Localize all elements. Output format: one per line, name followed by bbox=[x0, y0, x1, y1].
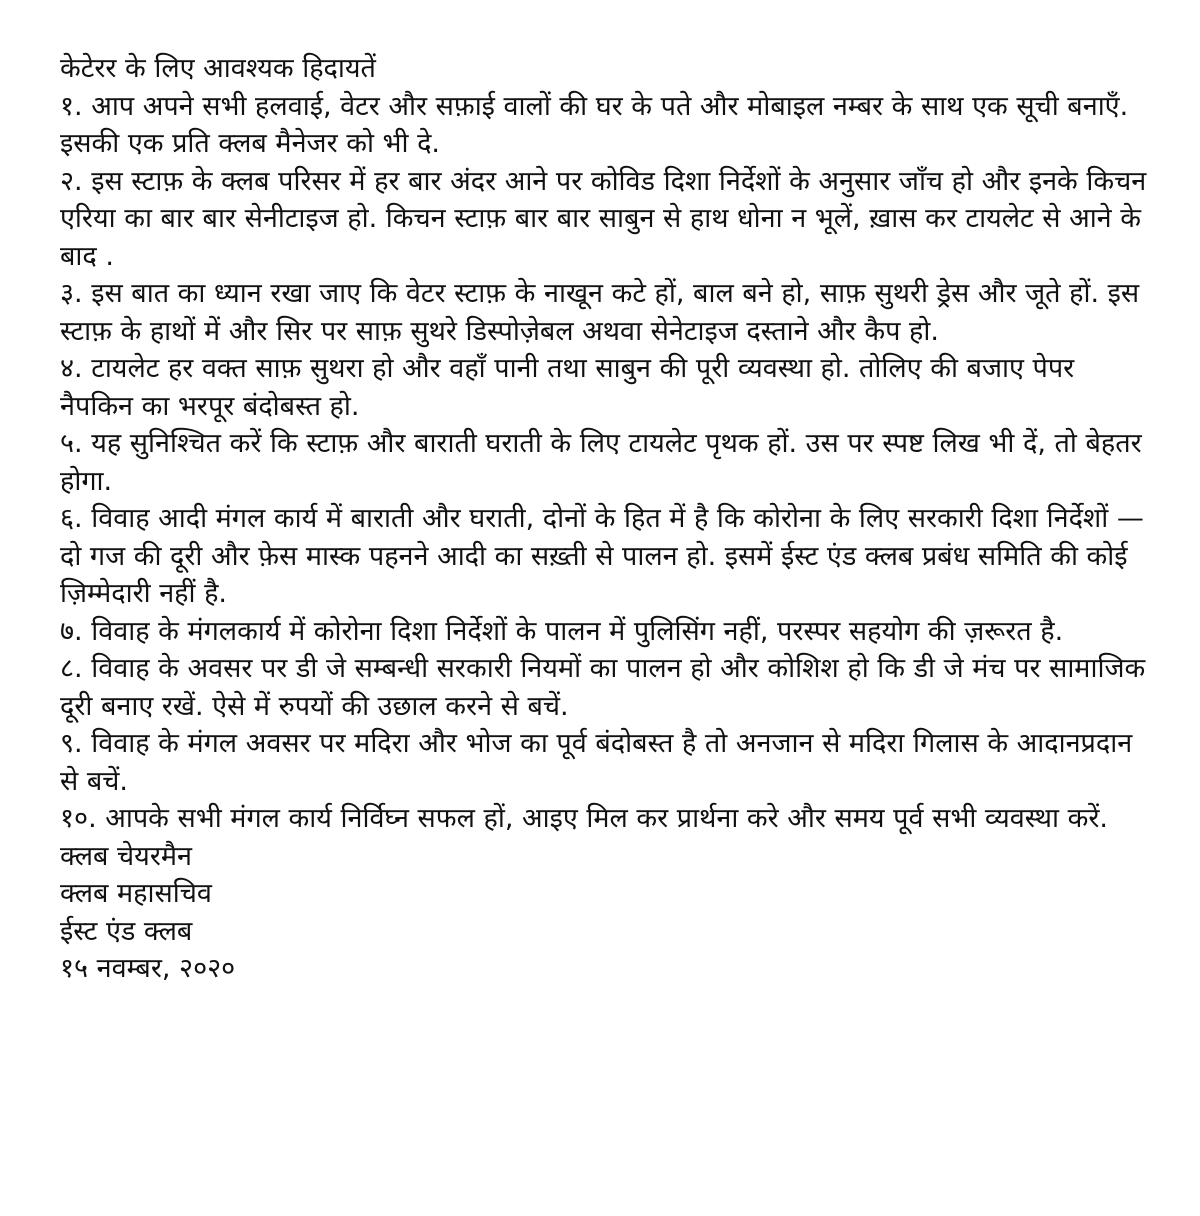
instruction-item: ८. विवाह के अवसर पर डी जे सम्बन्धी सरकारी नियमों का पालन हो और कोशिश हो कि डी जे मंच पर सामाजिक दूरी बनाए रखें. ऐसे में रुपयों की उछाल करने से बचें. bbox=[60, 653, 1146, 722]
instruction-item: १०. आपके सभी मंगल कार्य निर्विघ्न सफल हों, आइए मिल कर प्रार्थना करे और समय पूर्व सभी व्यवस्था करें. bbox=[60, 803, 1108, 834]
instruction-item: ४. टायलेट हर वक्त साफ़ सुथरा हो और वहाँ पानी तथा साबुन की पूरी व्यवस्था हो. तोलिए की बजाए पेपर नैपकिन का भरपूर बंदोबस्त हो. bbox=[60, 353, 1075, 422]
instruction-item: ५. यह सुनिश्चित करें कि स्टाफ़ और बाराती घराती के लिए टायलेट पृथक हों. उस पर स्पष्ट लिख भी दें, तो बेहतर होगा. bbox=[60, 428, 1142, 497]
instruction-item: ३. इस बात का ध्यान रखा जाए कि वेटर स्टाफ़ के नाखून कटे हों, बाल बने हो, साफ़ सुथरी ड्रेस और जूते हों. इस स्टाफ़ के हाथों में और सिर पर साफ़ सुथरे डिस्पोज़ेबल अथवा सेनेटाइज दस्ताने और कैप हो. bbox=[60, 278, 1140, 347]
instruction-item: २. इस स्टाफ़ के क्लब परिसर में हर बार अंदर आने पर कोविड दिशा निर्देशों के अनुसार जाँच हो और इनके किचन एरिया का बार बार सेनीटाइज हो. किचन स्टाफ़ बार बार साबुन से हाथ धोना न भूलें, ख़ास कर टायलेट से आने के बाद . bbox=[60, 165, 1147, 272]
chairman-line: क्लब चेयरमैन bbox=[60, 840, 192, 872]
instruction-item: ६. विवाह आदी मंगल कार्य में बाराती और घराती, दोनों के हित में है कि कोरोना के लिए सरकारी दिशा निर्देशों —दो गज की दूरी और फ़ेस मास्क पहनने आदी का सख़्ती से पालन हो. इसमें ईस्ट एंड क्लब प्रबंध समिति की कोई ज़िम्मेदारी नहीं है. bbox=[60, 503, 1144, 609]
document-date: १५ नवम्बर, २०२० bbox=[60, 953, 236, 984]
instruction-item: ७. विवाह के मंगलकार्य में कोरोना दिशा निर्देशों के पालन में पुलिसिंग नहीं, परस्पर सहयोग की ज़रूरत है. bbox=[60, 615, 1064, 647]
club-name: ईस्ट एंड क्लब bbox=[60, 915, 193, 947]
instruction-item: १. आप अपने सभी हलवाई, वेटर और सफ़ाई वालों की घर के पते और मोबाइल नम्बर के साथ एक सूची बनाएँ. इसकी एक प्रति क्लब मैनेजर को भी दे. bbox=[60, 90, 1129, 159]
secretary-line: क्लब महासचिव bbox=[60, 878, 212, 909]
signature-block bbox=[60, 838, 1150, 988]
instruction-list bbox=[60, 88, 1150, 838]
document-page bbox=[60, 50, 1150, 988]
instruction-item: ९. विवाह के मंगल अवसर पर मदिरा और भोज का पूर्व बंदोबस्त है तो अनजान से मदिरा गिलास के आदानप्रदान से बचें. bbox=[60, 728, 1133, 797]
document-title: केटेरर के लिए आवश्यक हिदायतें bbox=[60, 53, 376, 84]
